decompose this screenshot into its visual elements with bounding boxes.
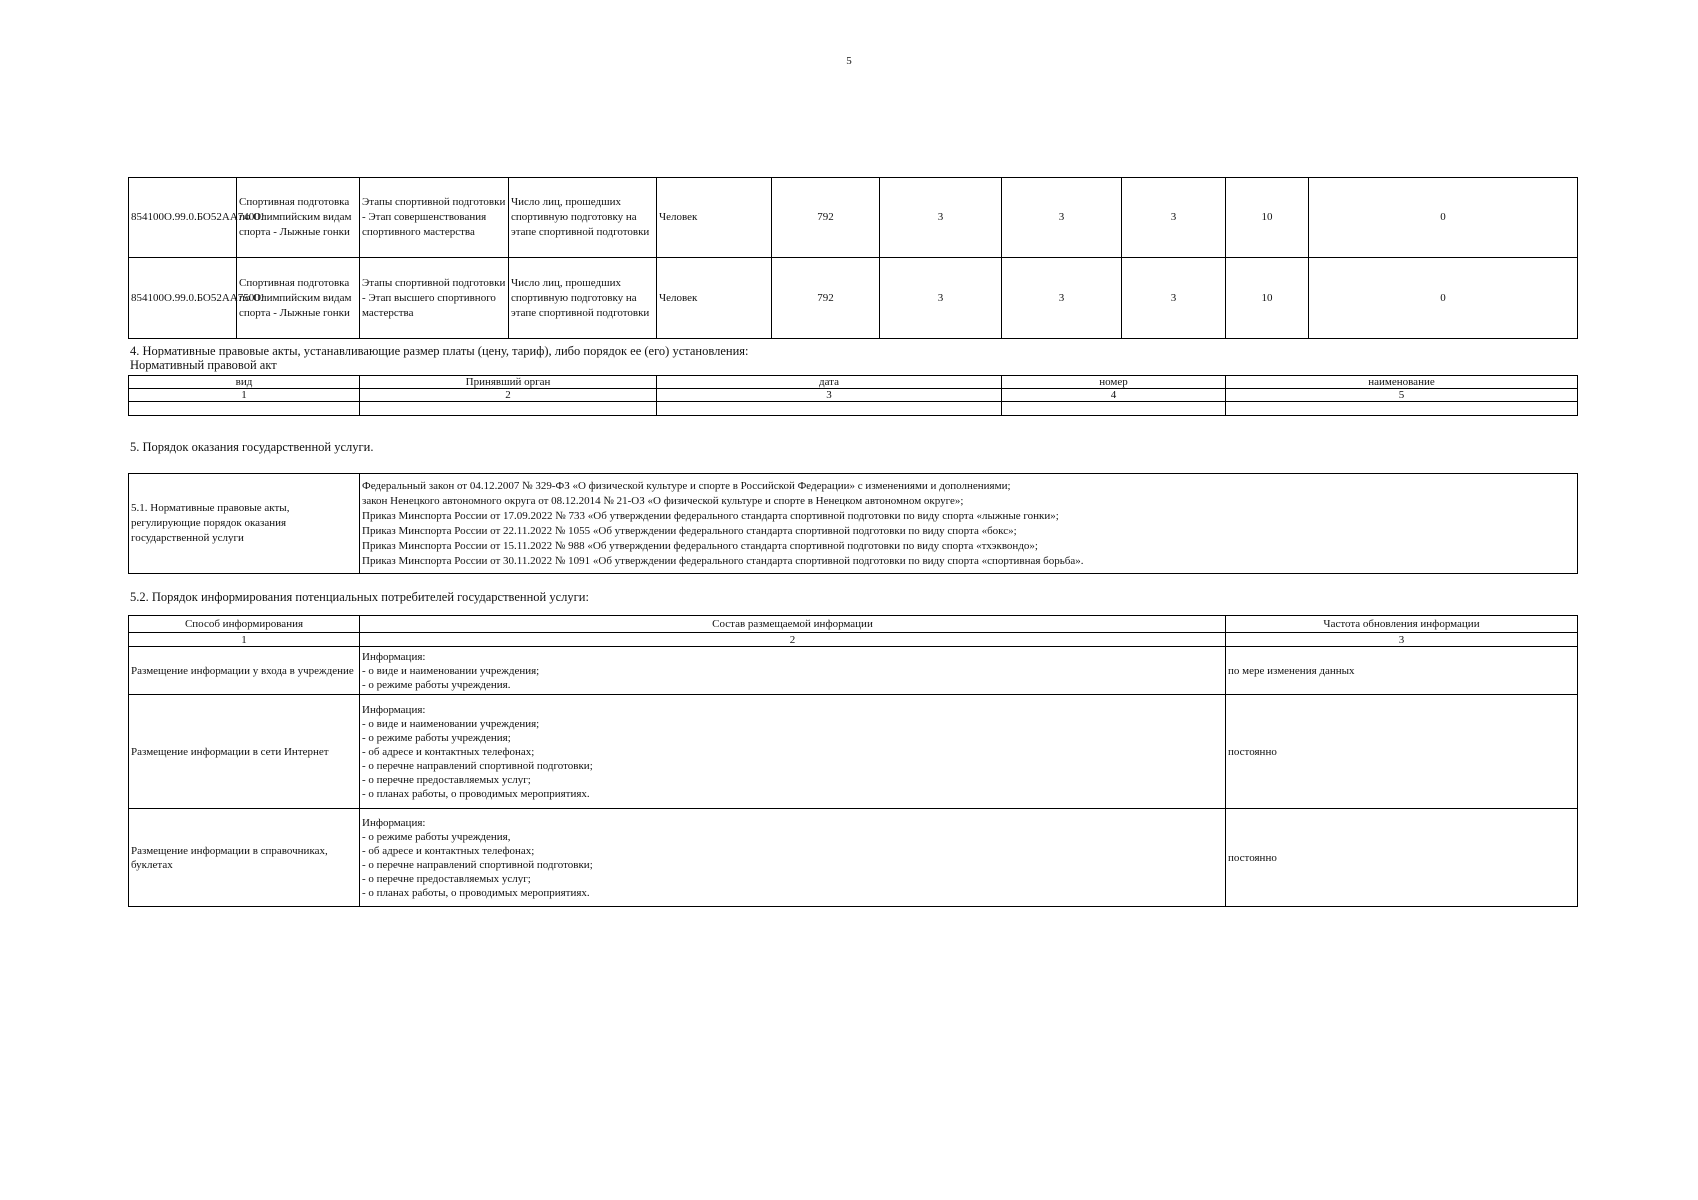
section-5-2-title: 5.2. Порядок информирования потенциальных потребителей государственной услуги: [130, 590, 589, 604]
value-cell: 3 [1122, 178, 1226, 258]
content-line: - о планах работы, о проводимых мероприятиях. [362, 787, 590, 800]
indicator-cell: Число лиц, прошедших спортивную подготовку на этапе спортивной подготовки [509, 258, 657, 339]
content-line: - об адресе и контактных телефонах; [362, 844, 535, 857]
content-line: - об адресе и контактных телефонах; [362, 745, 535, 758]
table-number-row [129, 633, 1578, 647]
table-row [129, 178, 1578, 258]
registry-code-cell: 854100О.99.0.БО52АА74001 [129, 178, 237, 258]
empty-cell [1002, 402, 1226, 416]
content-line: - о режиме работы учреждения, [362, 830, 511, 843]
regulation-act: Приказ Минспорта России от 22.11.2022 № 1055 «Об утверждении федерального стандарта спортивной подготовки по виду спорта «бокс»; [362, 524, 1017, 537]
content-line: Информация: [362, 650, 426, 663]
table-header-row [129, 376, 1578, 389]
table-row [129, 474, 1578, 574]
table-row [129, 647, 1578, 695]
column-number: 1 [129, 389, 360, 402]
empty-cell [129, 402, 360, 416]
value-cell: 10 [1226, 258, 1309, 339]
regulation-act: Приказ Минспорта России от 17.09.2022 № 733 «Об утверждении федерального стандарта спортивной подготовки по виду спорта «лыжные гонки»; [362, 509, 1059, 522]
table-row [129, 258, 1578, 339]
value-cell: 3 [1002, 178, 1122, 258]
informing-table [128, 615, 1578, 907]
content-line: - о планах работы, о проводимых мероприятиях. [362, 886, 590, 899]
registry-code-cell: 854100О.99.0.БО52АА75001 [129, 258, 237, 339]
column-header: наименование [1226, 376, 1578, 389]
regulation-act: Приказ Минспорта России от 30.11.2022 № 1091 «Об утверждении федерального стандарта спортивной подготовки по виду спорта «спортивная борьба». [362, 554, 1084, 567]
column-number: 1 [129, 633, 360, 647]
content-line: - о перечне направлений спортивной подготовки; [362, 759, 593, 772]
empty-cell [1226, 402, 1578, 416]
column-header: номер [1002, 376, 1226, 389]
content-line: - о перечне направлений спортивной подготовки; [362, 858, 593, 871]
regulation-act: Приказ Минспорта России от 15.11.2022 № 988 «Об утверждении федерального стандарта спортивной подготовки по виду спорта «тхэквондо»; [362, 539, 1038, 552]
indicators-table [128, 177, 1578, 339]
frequency-cell: по мере изменения данных [1226, 647, 1578, 695]
table-number-row [129, 389, 1578, 402]
column-header: Способ информирования [129, 616, 360, 633]
value-cell: 3 [880, 258, 1002, 339]
legal-acts-table [128, 375, 1578, 416]
column-header: Принявший орган [360, 376, 657, 389]
column-number: 4 [1002, 389, 1226, 402]
column-header: вид [129, 376, 360, 389]
value-cell: 3 [880, 178, 1002, 258]
table-row [129, 695, 1578, 809]
content-line: - о виде и наименовании учреждения; [362, 664, 540, 677]
empty-cell [657, 402, 1002, 416]
regulations-list [360, 474, 1578, 574]
section-4-title: 4. Нормативные правовые акты, устанавливающие размер платы (цену, тариф), либо порядок ее (его) установления: [130, 344, 749, 358]
content-line: Информация: [362, 816, 426, 829]
column-number: 3 [657, 389, 1002, 402]
condition-cell: Этапы спортивной подготовки - Этап совершенствования спортивного мастерства [360, 178, 509, 258]
content-line: - о режиме работы учреждения; [362, 731, 511, 744]
value-cell: 0 [1309, 178, 1578, 258]
column-number: 2 [360, 389, 657, 402]
method-cell: Размещение информации в сети Интернет [129, 695, 360, 809]
condition-cell: Этапы спортивной подготовки - Этап высшего спортивного мастерства [360, 258, 509, 339]
column-header: дата [657, 376, 1002, 389]
page-number: 5 [846, 55, 852, 67]
column-number: 5 [1226, 389, 1578, 402]
content-line: - о перечне предоставляемых услуг; [362, 773, 531, 786]
table-row [129, 809, 1578, 907]
service-cell: Спортивная подготовка по Олимпийским видам спорта - Лыжные гонки [237, 258, 360, 339]
column-number: 3 [1226, 633, 1578, 647]
regulation-act: закон Ненецкого автономного округа от 08.12.2014 № 21-ОЗ «О физической культуре и спорте в Ненецком автономном округе»; [362, 494, 964, 507]
section-5-title: 5. Порядок оказания государственной услуги. [130, 440, 374, 454]
value-cell: 0 [1309, 258, 1578, 339]
method-cell: Размещение информации в справочниках, буклетах [129, 809, 360, 907]
content-line: - о виде и наименовании учреждения; [362, 717, 540, 730]
content-line: - о перечне предоставляемых услуг; [362, 872, 531, 885]
value-cell: 3 [1002, 258, 1122, 339]
content-line: Информация: [362, 703, 426, 716]
regulations-label: 5.1. Нормативные правовые акты, регулирующие порядок оказания государственной услуги [129, 474, 360, 574]
regulations-table [128, 473, 1578, 574]
table-row [129, 402, 1578, 416]
column-header: Частота обновления информации [1226, 616, 1578, 633]
frequency-cell: постоянно [1226, 695, 1578, 809]
service-cell: Спортивная подготовка по Олимпийским видам спорта - Лыжные гонки [237, 178, 360, 258]
method-cell: Размещение информации у входа в учреждение [129, 647, 360, 695]
section-4-subtitle: Нормативный правовой акт [130, 358, 277, 372]
value-cell: 3 [1122, 258, 1226, 339]
column-header: Состав размещаемой информации [360, 616, 1226, 633]
column-number: 2 [360, 633, 1226, 647]
value-cell: 10 [1226, 178, 1309, 258]
content-line: - о режиме работы учреждения. [362, 678, 511, 691]
unit-cell: Человек [657, 258, 772, 339]
unit-cell: Человек [657, 178, 772, 258]
indicator-cell: Число лиц, прошедших спортивную подготовку на этапе спортивной подготовки [509, 178, 657, 258]
empty-cell [360, 402, 657, 416]
okei-cell: 792 [772, 258, 880, 339]
content-cell [360, 809, 1226, 907]
content-cell [360, 695, 1226, 809]
okei-cell: 792 [772, 178, 880, 258]
content-cell [360, 647, 1226, 695]
table-header-row [129, 616, 1578, 633]
frequency-cell: постоянно [1226, 809, 1578, 907]
regulation-act: Федеральный закон от 04.12.2007 № 329-ФЗ «О физической культуре и спорте в Российской Федерации» с изменениями и дополнениями; [362, 479, 1011, 492]
